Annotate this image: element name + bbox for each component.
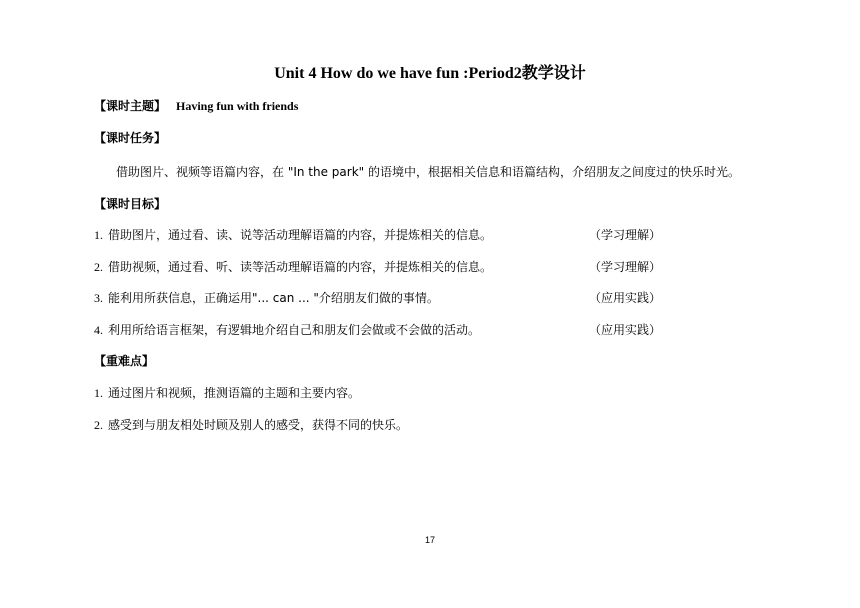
page-number: 17: [424, 535, 435, 545]
topic-heading: [94, 98, 298, 114]
objective-text: 能利用所获信息，正确运用"... can ... "介绍朋友们做的事情。: [108, 291, 439, 305]
topic-value: Having fun with friends: [176, 99, 299, 113]
objective-tag-2: （学习理解）: [589, 260, 662, 274]
objective-number: 2.: [94, 260, 103, 274]
objective-tag-4: （应用实践）: [589, 323, 662, 337]
objective-item-2: [94, 259, 492, 275]
key-point-number: 1.: [94, 386, 103, 400]
key-point-item-1: [94, 385, 360, 401]
objective-item-3: [94, 290, 439, 306]
objective-tag-1: （学习理解）: [589, 228, 662, 242]
task-heading: 【课时任务】: [94, 131, 167, 145]
task-paragraph: 借助图片、视频等语篇内容，在 "In the park" 的语境中，根据相关信息和语篇结构，介绍朋友之间度过的快乐时光。: [116, 165, 740, 179]
objective-number: 4.: [94, 323, 103, 337]
objective-text: 借助图片，通过看、读、说等活动理解语篇的内容，并提炼相关的信息。: [108, 228, 493, 242]
objective-number: 1.: [94, 228, 103, 242]
objective-item-1: [94, 227, 492, 243]
key-point-text: 感受到与朋友相处时顾及别人的感受，获得不同的快乐。: [108, 418, 409, 432]
objective-tag-3: （应用实践）: [589, 291, 662, 305]
topic-label: 【课时主题】: [94, 99, 167, 113]
key-point-number: 2.: [94, 418, 103, 432]
objectives-heading: 【课时目标】: [94, 197, 167, 211]
objective-item-4: [94, 322, 480, 338]
objective-text: 借助视频，通过看、听、读等活动理解语篇的内容，并提炼相关的信息。: [108, 260, 493, 274]
objective-number: 3.: [94, 291, 103, 305]
objective-text: 利用所给语言框架，有逻辑地介绍自己和朋友们会做或不会做的活动。: [108, 323, 481, 337]
key-point-item-2: [94, 417, 408, 433]
document-title: Unit 4 How do we have fun :Period2教学设计: [274, 65, 586, 82]
key-points-heading: 【重难点】: [94, 354, 155, 368]
key-point-text: 通过图片和视频，推测语篇的主题和主要内容。: [108, 386, 361, 400]
